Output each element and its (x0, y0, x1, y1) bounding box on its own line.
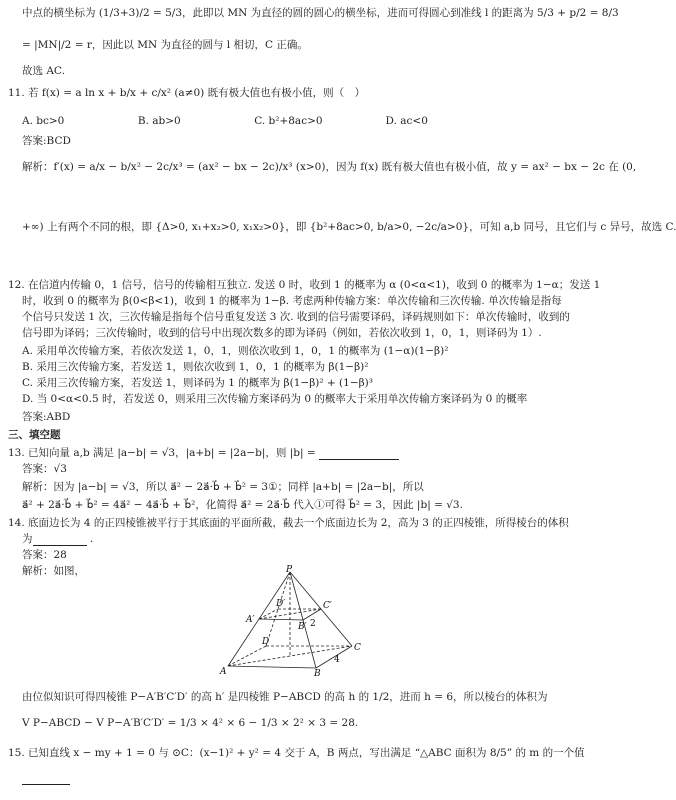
text-line: 中点的横坐标为 (1/3+3)/2 = 5/3，此即以 MN 为直径的圆的圆心的横坐标，进而可得圆心到准线 l 的距离为 5/3 + p/2 = 8/3 (22, 7, 619, 19)
question-11: 11. 若 f(x) = a ln x + b/x + c/x² (a≠0) 既有极大值也有极小值，则（ ） (8, 87, 366, 99)
question-14-text: 为 (22, 533, 33, 545)
answer-blank (319, 459, 399, 460)
option-12c: C. 采用三次传输方案，若发送 1，则译码为 1 的概率为 β(1−β)² + (1−β)³ (22, 377, 373, 389)
options-11: A. bc>0 B. ab>0 C. b²+8ac>0 D. ac<0 (22, 115, 428, 127)
answer-blank (33, 545, 87, 546)
question-12-line: 个信号只发送 1 次，三次传输是指每个信号重复发送 3 次. 收到的信号需要译码，译码规则如下：单次传输时，收到的 (22, 311, 570, 323)
answer-13: 答案：√3 (22, 463, 67, 475)
vertex-b-prime-label: B′ (298, 622, 307, 632)
vertex-c-label: C (354, 643, 361, 653)
solution-11-line: 解析：f′(x) = a/x − b/x² − 2c/x³ = (ax² − bx − 2c)/x³ (x>0)，因为 f(x) 既有极大值也有极小值，故 y = ax² − bx − 2c 在 (0, (22, 161, 637, 173)
option-12d: D. 当 0<α<0.5 时，若发送 0，则采用三次传输方案译码为 0 的概率大于采用单次传输方案译码为 0 的概率 (22, 393, 528, 405)
question-12-line: 时，收到 0 的概率为 β(0<β<1)，收到 1 的概率为 1−β. 考虑两种传输方案：单次传输和三次传输. 单次传输是指每 (22, 295, 562, 307)
answer-blank (22, 770, 70, 785)
answer-12: 答案:ABD (22, 411, 71, 423)
question-13-text: 13. 已知向量 a,b 满足 |a−b| = √3，|a+b| = |2a−b|，则 |b| = (8, 447, 320, 459)
text-line: = |MN|/2 = r，因此以 MN 为直径的圆与 l 相切，C 正确。 (22, 39, 308, 51)
question-14: 14. 底面边长为 4 的正四棱锥被平行于其底面的平面所截，截去一个底面边长为 2，高为 3 的正四棱锥，所得棱台的体积 (8, 517, 569, 529)
option-12a: A. 采用单次传输方案，若依次发送 1，0，1，则依次收到 1，0，1 的概率为 (1−α)(1−β)² (22, 345, 449, 357)
question-12-line: 信号即为译码；三次传输时，收到的信号中出现次数多的即为译码（例如，若依次收到 1，0，1，则译码为 1）. (22, 327, 542, 339)
edge-length-2-label: 2 (310, 619, 316, 629)
edge-length-4-label: 4 (334, 655, 340, 665)
solution-13-line: a⃗² + 2a⃗·b⃗ + b⃗² = 4a⃗² − 4a⃗·b⃗ + b⃗²，化简得 a⃗² = 2a⃗·b⃗ 代入①可得 b⃗² = 3，因此 |b| = √3. (22, 499, 463, 511)
frustum-figure (210, 565, 370, 679)
vertex-a-label: A (220, 667, 227, 677)
vertex-b-label: B (314, 669, 321, 679)
solution-11-line: +∞) 上有两个不同的根，即 {Δ>0, x₁+x₂>0, x₁x₂>0}，即 {b²+8ac>0, b/a>0, −2c/a>0}，可知 a,b 同号，且它们与 c 异号，故选 C. (22, 221, 676, 233)
solution-14-line: V P−ABCD − V P−A′B′C′D′ = 1/3 × 4² × 6 − 1/3 × 2² × 3 = 28. (22, 717, 359, 729)
question-12: 12. 在信道内传输 0，1 信号，信号的传输相互独立. 发送 0 时，收到 1 的概率为 α (0<α<1)，收到 0 的概率为 1−α；发送 1 (8, 279, 601, 291)
question-14-line: 为 . (22, 533, 94, 545)
option-12b: B. 采用三次传输方案，若发送 1，则依次收到 1，0，1 的概率为 β(1−β)² (22, 361, 369, 373)
vertex-a-prime-label: A′ (246, 615, 255, 625)
vertex-d-label: D (262, 637, 270, 647)
solution-14-line: 由位似知识可得四棱锥 P−A′B′C′D′ 的高 h′ 是四棱锥 P−ABCD 的高 h 的 1/2，进而 h = 6，所以棱台的体积为 (22, 691, 548, 703)
answer-14: 答案：28 (22, 549, 67, 561)
vertex-d-prime-label: D′ (276, 599, 286, 609)
question-15: 15. 已知直线 x − my + 1 = 0 与 ⊙C：(x−1)² + y² = 4 交于 A，B 两点，写出满足 “△ABC 面积为 8/5” 的 m 的一个值 (8, 747, 585, 759)
question-15-line (22, 770, 545, 785)
question-13 (8, 446, 545, 460)
vertex-c-prime-label: C′ (323, 601, 332, 611)
section-heading: 三、填空题 (8, 429, 61, 441)
pyramid-diagram (210, 565, 370, 679)
solution-13-line: 解析：因为 |a−b| = √3，所以 a⃗² − 2a⃗·b⃗ + b⃗² = 3①；同样 |a+b| = |2a−b|，所以 (22, 481, 424, 493)
solution-14-line: 解析：如图， (22, 565, 85, 577)
answer-11: 答案:BCD (22, 135, 71, 147)
vertex-p-label: P (286, 565, 293, 575)
text-line: 故选 AC. (22, 65, 65, 77)
